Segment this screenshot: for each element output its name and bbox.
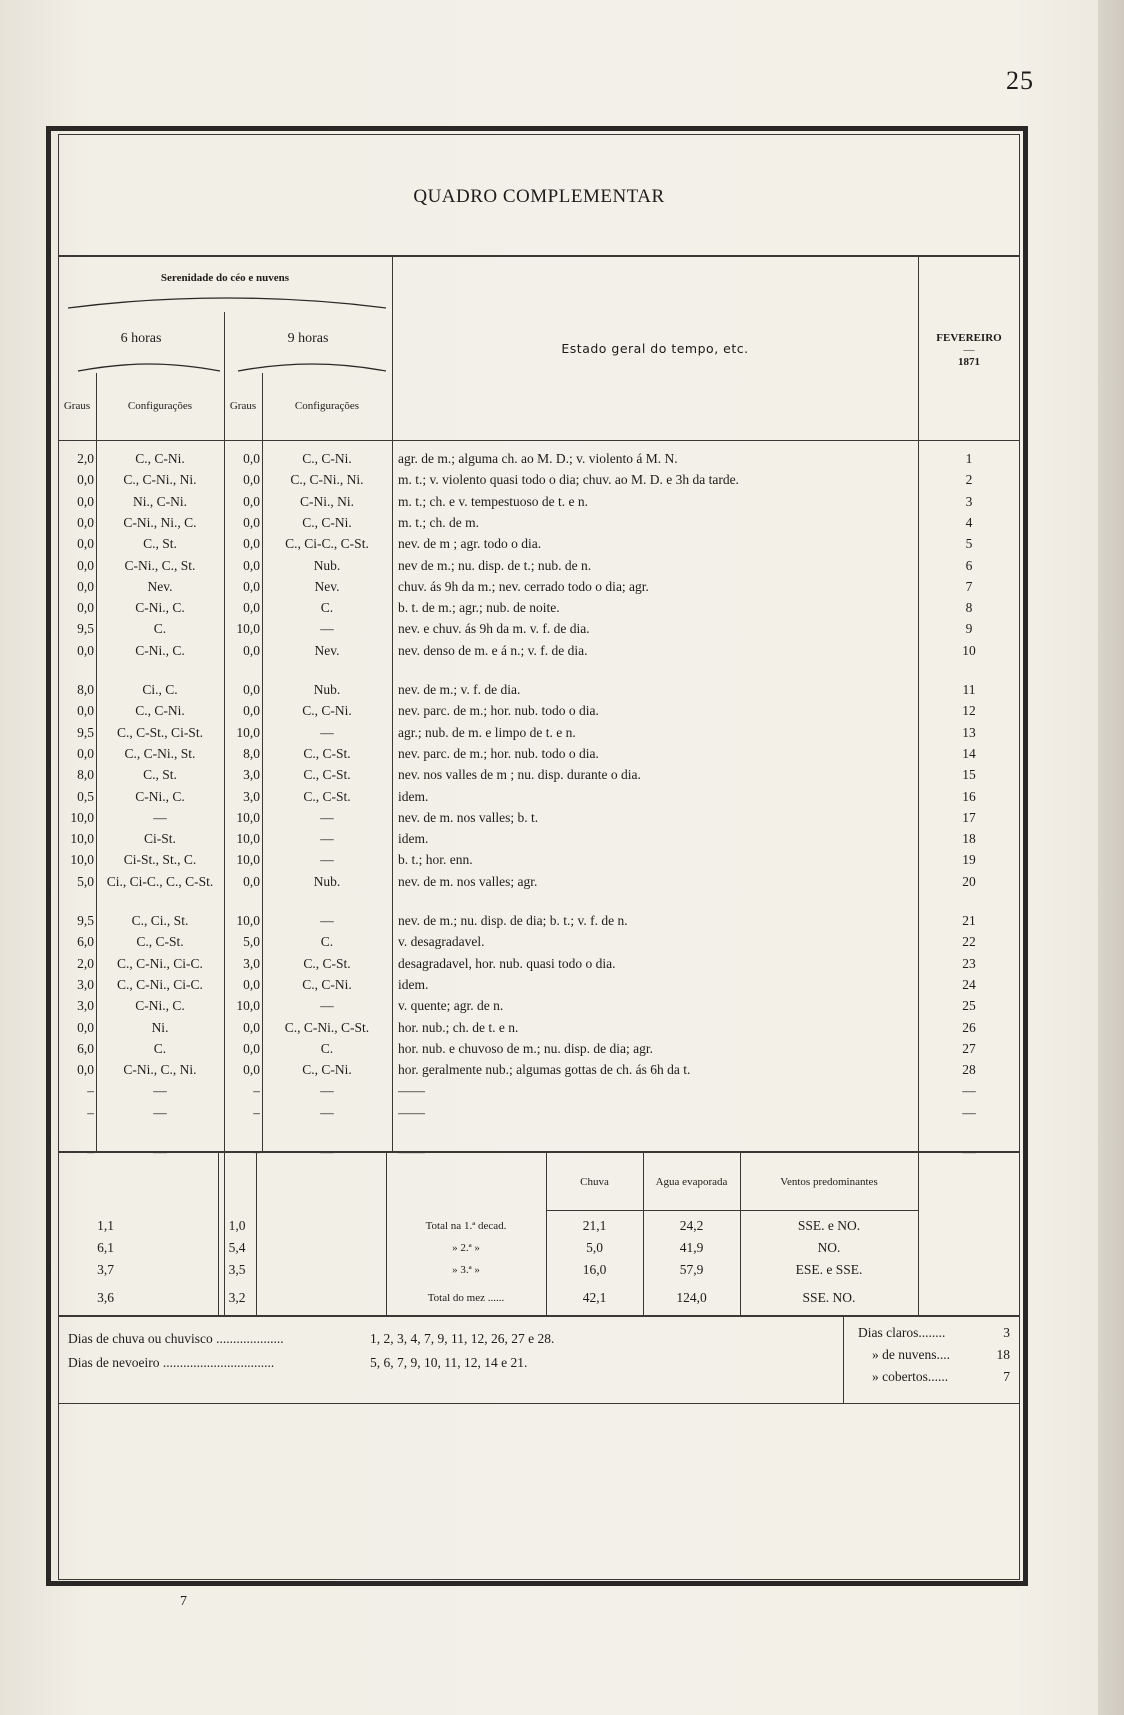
sum-graus-9h: 3,5 — [228, 1262, 246, 1277]
dias-cobertos-value: 7 — [1003, 1369, 1010, 1384]
row-graus-9h: 10,0 — [236, 809, 260, 825]
row-config-6h: — — [153, 809, 167, 825]
row-graus-9h: 5,0 — [243, 934, 260, 950]
row-config-9h: — — [320, 831, 334, 847]
row-config-6h: Ci., Ci-C., C., C-St. — [106, 873, 214, 889]
row-config-6h: — — [153, 1144, 167, 1159]
row-estado: hor. nub. e chuvoso de m.; nu. disp. de dia; agr. — [398, 1040, 653, 1056]
row-day: 13 — [962, 724, 976, 740]
row-day: 4 — [965, 514, 973, 530]
row-graus-9h: 0,0 — [243, 1062, 260, 1078]
row-graus-6h: 0,0 — [77, 578, 94, 594]
row-config-9h: — — [320, 809, 334, 825]
row-graus-9h: 3,0 — [243, 767, 260, 783]
row-config-9h: — — [320, 621, 334, 637]
row-graus-6h: 2,0 — [77, 955, 94, 971]
sum-ventos: SSE. e NO. — [797, 1218, 861, 1233]
row-graus-6h: 0,0 — [77, 745, 94, 761]
row-config-9h: C. — [320, 934, 334, 950]
row-day: 19 — [962, 852, 976, 868]
row-config-9h: C., C-Ni., Ni. — [290, 472, 364, 488]
sum-graus-9h: 3,2 — [228, 1290, 246, 1305]
row-estado: —— — [398, 1104, 425, 1120]
row-graus-6h: 0,0 — [77, 600, 94, 616]
row-estado: idem. — [398, 976, 429, 992]
row-config-6h: C-Ni., C., Ni. — [123, 1062, 197, 1078]
row-config-9h: C. — [320, 600, 334, 616]
row-graus-6h: 0,0 — [77, 472, 94, 488]
row-config-6h: C-Ni., C. — [135, 788, 185, 804]
row-graus-9h: 10,0 — [236, 831, 260, 847]
header-top-rule — [58, 255, 1020, 257]
row-estado: nev. de m ; agr. todo o dia. — [398, 536, 542, 552]
sum-chuva: 21,1 — [582, 1218, 607, 1233]
row-graus-6h: 0,0 — [77, 514, 94, 530]
row-estado: —— — [398, 1144, 425, 1159]
row-config-9h: C., C-St. — [303, 955, 351, 971]
brace-9h — [236, 362, 388, 374]
page-title: QUADRO COMPLEMENTAR — [413, 186, 665, 207]
brace-group — [66, 296, 388, 310]
row-graus-6h: 10,0 — [70, 852, 94, 868]
summary-header-agua: Agua evaporada — [655, 1176, 728, 1188]
row-graus-6h: 9,5 — [77, 724, 94, 740]
sum-agua: 41,9 — [679, 1240, 704, 1255]
row-config-9h: Nub. — [313, 557, 341, 573]
row-estado: nev. nos valles de m ; nu. disp. durante o dia. — [398, 767, 641, 783]
page-number: 25 — [1006, 66, 1034, 95]
row-config-6h: C., St. — [143, 767, 177, 783]
row-config-9h: — — [320, 724, 334, 740]
row-config-6h: C., C-Ni., Ci-C. — [117, 976, 203, 992]
row-config-9h: C., C-Ni. — [302, 451, 352, 466]
row-config-6h: Ci-St. — [144, 831, 176, 847]
row-estado: nev. e chuv. ás 9h da m. v. f. de dia. — [398, 621, 590, 637]
row-config-9h: C., Ci-C., C-St. — [285, 536, 369, 552]
row-graus-6h: 0,0 — [77, 536, 94, 552]
row-config-9h: C., C-Ni. — [302, 976, 352, 992]
row-graus-9h: 0,0 — [243, 536, 260, 552]
row-estado: idem. — [398, 788, 429, 804]
sum-agua: 124,0 — [676, 1290, 707, 1305]
header-bottom-rule — [58, 440, 1020, 441]
row-graus-9h: 0,0 — [243, 451, 260, 466]
sum-graus-6h: 1,1 — [97, 1218, 114, 1233]
row-estado: b. t. de m.; agr.; nub. de noite. — [398, 600, 560, 616]
sum-graus-6h: 3,7 — [97, 1262, 114, 1277]
row-estado: m. t.; ch. de m. — [398, 514, 479, 530]
row-graus-9h: 0,0 — [243, 600, 260, 616]
row-config-6h: Ni. — [151, 1019, 169, 1035]
row-estado: nev. de m.; v. f. de dia. — [398, 682, 521, 697]
row-estado: chuv. ás 9h da m.; nev. cerrado todo o dia; agr. — [398, 578, 649, 594]
header-month: FEVEREIRO — [936, 332, 1002, 344]
row-day: 14 — [962, 745, 976, 761]
sum-label: » 3.ª » — [452, 1264, 480, 1276]
row-config-9h: C., C-St. — [303, 745, 351, 761]
row-day: — — [962, 1104, 976, 1120]
footer-divider — [843, 1315, 844, 1403]
row-config-9h: C., C-St. — [303, 767, 351, 783]
row-config-9h: Nev. — [314, 642, 340, 658]
row-graus-9h: 0,0 — [243, 1019, 260, 1035]
summary-header-ventos: Ventos predominantes — [780, 1176, 878, 1188]
row-estado: nev. de m. nos valles; agr. — [398, 873, 538, 889]
dias-nuvens-label: » de nuvens.... — [872, 1347, 950, 1362]
row-day: — — [962, 1144, 976, 1159]
row-graus-6h: – — [87, 1104, 94, 1120]
row-config-6h: C-Ni., C. — [135, 642, 185, 658]
row-graus-9h: 3,0 — [243, 955, 260, 971]
summary-top-rule — [58, 1151, 1020, 1153]
brace-6h — [76, 362, 222, 374]
dias-chuva-value: 1, 2, 3, 4, 7, 9, 11, 12, 26, 27 e 28. — [370, 1331, 555, 1346]
row-day: 5 — [965, 536, 973, 552]
summary-header-chuva: Chuva — [580, 1176, 609, 1188]
row-config-6h: Ci-St., St., C. — [123, 852, 197, 868]
row-estado: idem. — [398, 831, 429, 847]
row-day: 16 — [962, 788, 976, 804]
row-config-6h: C., C-Ni. — [135, 451, 185, 466]
sum-agua: 57,9 — [679, 1262, 704, 1277]
row-day: 2 — [965, 472, 973, 488]
row-graus-9h: 3,0 — [243, 788, 260, 804]
row-config-9h: C., C-St. — [303, 788, 351, 804]
row-config-6h: C., Ci., St. — [131, 913, 189, 928]
row-config-6h: C. — [153, 621, 167, 637]
col-divider-estado — [392, 255, 393, 1151]
row-graus-9h: 0,0 — [243, 642, 260, 658]
row-config-6h: C-Ni., C. — [135, 600, 185, 616]
row-config-6h: C., C-Ni., Ni. — [123, 472, 197, 488]
summary-header-rule — [546, 1210, 918, 1211]
row-day: 21 — [962, 913, 976, 928]
row-config-6h: C., C-Ni., St. — [124, 745, 196, 761]
footer-number: 7 — [180, 1594, 187, 1609]
row-graus-9h: 0,0 — [243, 493, 260, 509]
row-day: 9 — [965, 621, 973, 637]
row-day: 12 — [962, 703, 976, 719]
row-config-9h: C., C-Ni. — [302, 703, 352, 719]
row-day: 20 — [962, 873, 976, 889]
row-graus-6h: 0,5 — [77, 788, 94, 804]
row-graus-6h: 6,0 — [77, 934, 94, 950]
row-day: 23 — [962, 955, 976, 971]
row-graus-9h: 0,0 — [243, 873, 260, 889]
row-graus-6h: 0,0 — [77, 642, 94, 658]
row-config-9h: — — [320, 998, 334, 1014]
dias-cobertos-label: » cobertos...... — [872, 1369, 949, 1384]
row-day: 22 — [962, 934, 976, 950]
row-config-6h: — — [153, 1104, 167, 1120]
row-graus-6h: 0,0 — [77, 1062, 94, 1078]
row-config-9h: — — [320, 1144, 334, 1159]
row-graus-9h: 10,0 — [236, 998, 260, 1014]
row-graus-6h: 3,0 — [77, 998, 94, 1014]
row-estado: hor. nub.; ch. de t. e n. — [398, 1019, 519, 1035]
sum-agua: 24,2 — [679, 1218, 704, 1233]
row-graus-6h: 0,0 — [77, 493, 94, 509]
header-year: 1871 — [958, 356, 980, 368]
row-graus-9h: 10,0 — [236, 913, 260, 928]
row-config-6h: Ci., C. — [142, 682, 178, 697]
header-9h: 9 horas — [287, 331, 329, 346]
header-graus-9h: Graus — [229, 400, 257, 412]
sum-graus-6h: 6,1 — [97, 1240, 114, 1255]
row-config-9h: — — [320, 1104, 334, 1120]
row-config-9h: Nev. — [314, 578, 340, 594]
row-graus-6h: 0,0 — [77, 703, 94, 719]
row-day: 15 — [962, 767, 976, 783]
row-config-6h: C., C-Ni. — [135, 703, 185, 719]
row-config-9h: C-Ni., Ni. — [300, 493, 354, 509]
footer-bottom-rule — [58, 1403, 1020, 1404]
row-graus-6h: 0,0 — [77, 557, 94, 573]
header-month-dash: — — [963, 344, 975, 356]
row-config-6h: C., C-St. — [136, 934, 184, 950]
row-config-6h: — — [153, 1083, 167, 1099]
header-config-9h: Configurações — [294, 400, 360, 412]
header-6h: 6 horas — [120, 331, 162, 346]
row-day: 28 — [962, 1062, 976, 1078]
dias-claros-value: 3 — [1003, 1325, 1010, 1340]
row-estado: nev de m.; nu. disp. de t.; nub. de n. — [398, 557, 592, 573]
row-graus-9h: 0,0 — [243, 1040, 260, 1056]
dias-nevoeiro-label: Dias de nevoeiro ................................. — [68, 1355, 275, 1370]
row-graus-9h: 0,0 — [243, 703, 260, 719]
row-graus-9h: 8,0 — [243, 745, 260, 761]
row-estado: m. t.; ch. e v. tempestuoso de t. e n. — [398, 493, 588, 509]
row-config-6h: C., C-Ni., Ci-C. — [117, 955, 203, 971]
dias-claros-label: Dias claros........ — [858, 1325, 946, 1340]
row-estado: —— — [398, 1083, 425, 1099]
row-graus-6h: – — [87, 1083, 94, 1099]
row-estado: nev. de m. nos valles; b. t. — [398, 809, 539, 825]
row-day: 11 — [962, 682, 976, 697]
row-day: 10 — [962, 642, 976, 658]
row-config-6h: C. — [153, 1040, 167, 1056]
row-day: 7 — [965, 578, 973, 594]
sum-graus-6h: 3,6 — [97, 1290, 114, 1305]
sum-chuva: 16,0 — [582, 1262, 607, 1277]
row-estado: v. desagradavel. — [398, 934, 485, 950]
row-day: 27 — [962, 1040, 976, 1056]
row-config-9h: Nub. — [313, 873, 341, 889]
dias-chuva-label: Dias de chuva ou chuvisco .................... — [68, 1331, 284, 1346]
sum-ventos: SSE. NO. — [802, 1290, 856, 1305]
row-graus-9h: 10,0 — [236, 852, 260, 868]
row-graus-6h: 6,0 — [77, 1040, 94, 1056]
dias-nuvens-value: 18 — [996, 1347, 1010, 1362]
row-graus-6h: 5,0 — [77, 873, 94, 889]
sum-label: Total na 1.ª decad. — [425, 1220, 507, 1232]
row-config-6h: C-Ni., Ni., C. — [123, 514, 197, 530]
row-estado: nev. de m.; nu. disp. de dia; b. t.; v. f. de n. — [398, 913, 628, 928]
sum-graus-9h: 5,4 — [228, 1240, 246, 1255]
sum-label: » 2.ª » — [452, 1242, 480, 1254]
row-day: 25 — [962, 998, 976, 1014]
row-graus-6h: 10,0 — [70, 831, 94, 847]
row-config-9h: — — [320, 913, 334, 928]
row-graus-9h: 0,0 — [243, 514, 260, 530]
row-graus-9h: 0,0 — [243, 557, 260, 573]
row-graus-9h: – — [253, 1144, 260, 1159]
row-graus-9h: 10,0 — [236, 621, 260, 637]
row-estado: nev. denso de m. e á n.; v. f. de dia. — [398, 642, 588, 658]
row-estado: agr.; nub. de m. e limpo de t. e n. — [398, 724, 576, 740]
row-config-6h: C., St. — [143, 536, 177, 552]
row-graus-6h: 0,0 — [77, 1019, 94, 1035]
row-graus-9h: 0,0 — [243, 472, 260, 488]
row-config-9h: — — [320, 1083, 334, 1099]
row-day: 1 — [965, 451, 973, 466]
header-config-6h: Configurações — [127, 400, 193, 412]
row-config-9h: Nub. — [313, 682, 341, 697]
row-estado: hor. geralmente nub.; algumas gottas de ch. ás 6h da t. — [398, 1062, 691, 1078]
row-graus-6h: 2,0 — [77, 451, 94, 466]
header-group: Serenidade do céo e nuvens — [160, 272, 290, 284]
header-graus-6h: Graus — [63, 400, 91, 412]
row-day: — — [962, 1083, 976, 1099]
footer-top-rule — [58, 1315, 1020, 1317]
row-graus-6h: 9,5 — [77, 913, 94, 928]
row-graus-6h: 9,5 — [77, 621, 94, 637]
row-day: 17 — [962, 809, 976, 825]
row-config-6h: C-Ni., C. — [135, 998, 185, 1014]
row-day: 8 — [965, 600, 973, 616]
row-config-6h: Nev. — [147, 578, 173, 594]
row-config-6h: C., C-St., Ci-St. — [117, 724, 203, 740]
row-estado: nev. parc. de m.; hor. nub. todo o dia. — [398, 703, 599, 719]
dias-nevoeiro-value: 5, 6, 7, 9, 10, 11, 12, 14 e 21. — [370, 1355, 528, 1370]
row-config-9h: C., C-Ni., C-St. — [284, 1019, 370, 1035]
row-graus-6h: 10,0 — [70, 809, 94, 825]
row-graus-6h: 3,0 — [77, 976, 94, 992]
row-day: 6 — [965, 557, 973, 573]
row-day: 24 — [962, 976, 976, 992]
row-graus-9h: 0,0 — [243, 976, 260, 992]
row-config-9h: C., C-Ni. — [302, 514, 352, 530]
header-estado: Estado geral do tempo, etc. — [561, 341, 749, 356]
row-graus-6h: 8,0 — [77, 767, 94, 783]
sum-ventos: ESE. e SSE. — [795, 1262, 863, 1277]
row-graus-6h: – — [87, 1144, 94, 1159]
page-edge — [1098, 0, 1124, 1715]
row-graus-9h: 10,0 — [236, 724, 260, 740]
row-day: 3 — [965, 493, 973, 509]
sum-divider-b — [256, 1151, 257, 1315]
row-graus-9h: – — [253, 1104, 260, 1120]
row-graus-9h: 0,0 — [243, 682, 260, 697]
sum-label: Total do mez ...... — [427, 1292, 505, 1304]
row-estado: nev. parc. de m.; hor. nub. todo o dia. — [398, 745, 599, 761]
row-config-9h: C. — [320, 1040, 334, 1056]
row-config-9h: C., C-Ni. — [302, 1062, 352, 1078]
row-day: 26 — [962, 1019, 976, 1035]
sum-chuva: 5,0 — [586, 1240, 603, 1255]
row-graus-6h: 8,0 — [77, 682, 94, 697]
row-graus-9h: – — [253, 1083, 260, 1099]
sum-graus-9h: 1,0 — [228, 1218, 246, 1233]
row-estado: desagradavel, hor. nub. quasi todo o dia. — [398, 955, 616, 971]
row-config-9h: — — [320, 852, 334, 868]
row-config-6h: C-Ni., C., St. — [124, 557, 196, 573]
row-graus-9h: 0,0 — [243, 578, 260, 594]
sum-chuva: 42,1 — [582, 1290, 607, 1305]
sum-ventos: NO. — [817, 1240, 841, 1255]
row-day: 18 — [962, 831, 976, 847]
row-estado: v. quente; agr. de n. — [398, 998, 504, 1014]
row-estado: b. t.; hor. enn. — [398, 852, 473, 868]
row-estado: agr. de m.; alguma ch. ao M. D.; v. violento á M. N. — [398, 451, 678, 466]
row-estado: m. t.; v. violento quasi todo o dia; chuv. ao M. D. e 3h da tarde. — [398, 472, 739, 488]
row-config-6h: Ni., C-Ni. — [133, 493, 187, 509]
